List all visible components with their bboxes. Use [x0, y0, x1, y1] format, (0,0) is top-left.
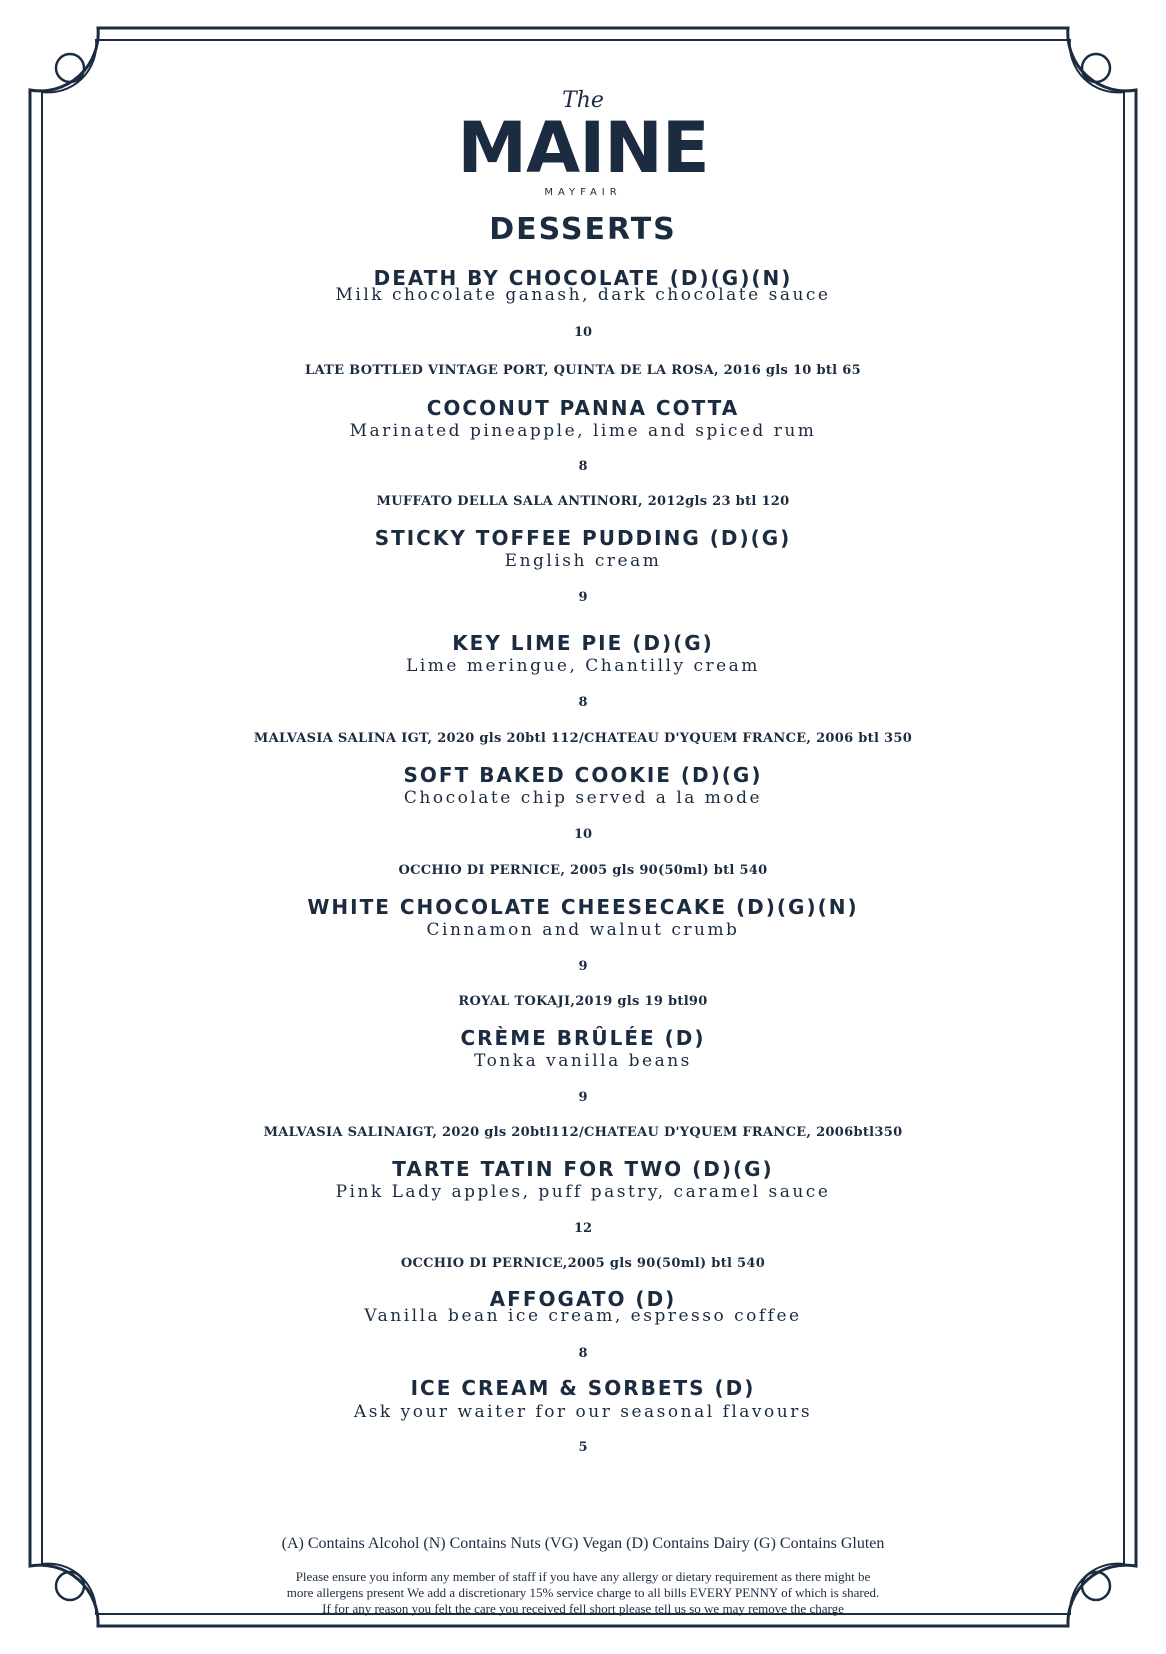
- dish-name: COCONUT PANNA COTTA: [426, 396, 740, 420]
- dish-description: Cinnamon and walnut crumb: [426, 920, 740, 940]
- dish-description: Ask your waiter for our seasonal flavours: [353, 1402, 813, 1422]
- dish-price: 8: [578, 695, 588, 710]
- brand-logo: MAINE: [457, 107, 709, 189]
- notice-line: Please ensure you inform any member of staff if you have any allergy or dietary requirement as there might be: [295, 1569, 871, 1584]
- wine-pairing: MALVASIA SALINAIGT, 2020 gls 20btl112/CHATEAU D'YQUEM FRANCE, 2006btl350: [263, 1125, 903, 1140]
- wine-pairing: OCCHIO DI PERNICE, 2005 gls 90(50ml) btl 540: [398, 863, 768, 878]
- wine-pairing: LATE BOTTLED VINTAGE PORT, QUINTA DE LA ROSA, 2016 gls 10 btl 65: [305, 363, 861, 378]
- dish-price: 9: [578, 590, 588, 605]
- brand-location: MAYFAIR: [544, 187, 622, 198]
- brand-prefix: The: [562, 88, 604, 113]
- notice-line: If for any reason you felt the care you received fell short please tell us so we may remove the charge: [322, 1601, 844, 1616]
- dish-description: Pink Lady apples, puff pastry, caramel sauce: [335, 1182, 831, 1202]
- wine-pairing: ROYAL TOKAJI,2019 gls 19 btl90: [458, 994, 708, 1009]
- dish-price: 10: [573, 325, 593, 340]
- dish-name: ICE CREAM & SORBETS (D): [410, 1376, 756, 1400]
- dish-price: 10: [573, 827, 593, 842]
- wine-pairing: MUFFATO DELLA SALA ANTINORI, 2012gls 23 btl 120: [376, 494, 790, 509]
- dish-price: 8: [578, 1346, 588, 1361]
- dish-description: Marinated pineapple, lime and spiced rum: [349, 421, 817, 441]
- dish-description: Vanilla bean ice cream, espresso coffee: [364, 1306, 802, 1326]
- dish-price: 12: [573, 1221, 593, 1236]
- wine-pairing: MALVASIA SALINA IGT, 2020 gls 20btl 112/CHATEAU D'YQUEM FRANCE, 2006 btl 350: [253, 731, 913, 746]
- dish-price: 5: [578, 1440, 588, 1455]
- dish-name: AFFOGATO (D): [489, 1287, 677, 1311]
- allergen-key: (A) Contains Alcohol (N) Contains Nuts (VG) Vegan (D) Contains Dairy (G) Contains Gluten: [281, 1535, 885, 1552]
- dish-description: Tonka vanilla beans: [474, 1051, 692, 1071]
- dish-name: TARTE TATIN FOR TWO (D)(G): [392, 1157, 774, 1181]
- dish-price: 8: [578, 459, 588, 474]
- wine-pairing: OCCHIO DI PERNICE,2005 gls 90(50ml) btl 540: [400, 1256, 766, 1271]
- dish-name: WHITE CHOCOLATE CHEESECAKE (D)(G)(N): [307, 895, 859, 919]
- dish-name: SOFT BAKED COOKIE (D)(G): [403, 763, 763, 787]
- section-title: DESSERTS: [489, 212, 677, 247]
- dish-description: English cream: [504, 551, 662, 571]
- dish-description: Milk chocolate ganash, dark chocolate sauce: [335, 285, 831, 305]
- dish-price: 9: [578, 1090, 588, 1105]
- dish-price: 9: [578, 959, 588, 974]
- notice-line: more allergens present We add a discretionary 15% service charge to all bills EVERY PENNY of which is shared.: [286, 1585, 880, 1600]
- dish-name: DEATH BY CHOCOLATE (D)(G)(N): [373, 266, 793, 290]
- dish-name: STICKY TOFFEE PUDDING (D)(G): [374, 526, 792, 550]
- dish-description: Lime meringue, Chantilly cream: [406, 656, 760, 676]
- dish-name: CRÈME BRÛLÉE (D): [460, 1026, 706, 1050]
- dish-name: KEY LIME PIE (D)(G): [452, 631, 714, 655]
- dish-description: Chocolate chip served a la mode: [403, 788, 763, 808]
